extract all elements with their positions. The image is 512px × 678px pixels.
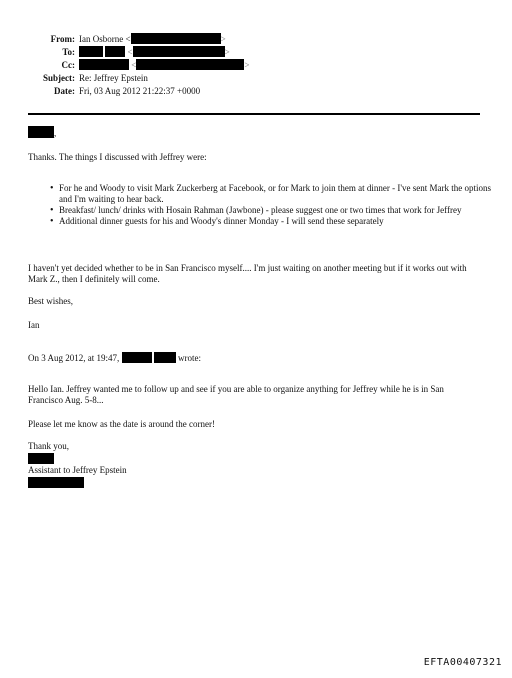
quote-attribution <box>28 352 480 364</box>
greeting <box>28 126 480 139</box>
assistant-title: Assistant to Jeffrey Epstein <box>28 465 127 475</box>
cc-open-bracket: < <box>131 60 137 70</box>
list-item: • Breakfast/ lunch/ drinks with Hosain Rahman (Jawbone) - please suggest one or two times that work for Jeffrey <box>50 205 502 216</box>
intro-line: Thanks. The things I discussed with Jeffrey were: <box>28 152 207 162</box>
subject-row <box>28 72 488 85</box>
redaction-to-name-1 <box>79 46 103 57</box>
from-close-bracket: > <box>220 34 226 44</box>
redaction-sender-last <box>154 352 176 363</box>
date-label: Date: <box>54 86 75 96</box>
date-row <box>28 85 488 98</box>
to-open-bracket: < <box>127 47 133 57</box>
cc-label: Cc: <box>61 60 75 70</box>
attribution-end: wrote: <box>178 353 201 363</box>
quoted-line-1: Hello Ian. Jeffrey wanted me to follow up and see if you are able to organize anything for Jeffrey while he is in San Francisco Aug. 5-8... <box>28 384 444 405</box>
document-id: EFTA00407321 <box>423 657 502 668</box>
attribution-start: On 3 Aug 2012, at 19:47, <box>28 353 120 363</box>
list-item: • For he and Woody to visit Mark Zuckerberg at Facebook, or for Mark to join them at dinner - I've sent Mark the options and I'm waiting to hear back. <box>50 183 502 205</box>
signature: Ian <box>28 320 40 330</box>
cc-close-bracket: > <box>244 60 250 70</box>
greeting-comma: , <box>54 128 57 138</box>
header-divider <box>28 113 480 115</box>
redaction-assistant-name <box>28 453 54 464</box>
from-row <box>28 33 488 46</box>
redaction-cc-name <box>79 59 129 70</box>
cc-row <box>28 59 488 72</box>
decision-paragraph: I haven't yet decided whether to be in San Francisco myself.... I'm just waiting on another meeting but if it works out with Mark Z., then I definitely will come. <box>28 263 467 284</box>
redaction-cc-email <box>136 59 244 70</box>
from-value: Ian Osborne < <box>79 34 131 44</box>
date-value: Fri, 03 Aug 2012 21:22:37 +0000 <box>79 86 201 96</box>
quoted-line-2: Please let me know as the date is around the corner! <box>28 419 215 429</box>
subject-value: Re: Jeffrey Epstein <box>79 73 148 83</box>
redaction-sender-first <box>122 352 152 363</box>
redaction-contact <box>28 477 84 488</box>
redaction-contact-row <box>28 477 480 489</box>
from-label: From: <box>50 34 75 44</box>
closing: Best wishes, <box>28 296 73 306</box>
redaction-greeting-name <box>28 126 57 138</box>
subject-label: Subject: <box>43 73 75 83</box>
discussion-list <box>28 183 502 227</box>
quoted-thanks: Thank you, <box>28 441 69 451</box>
redaction-assistant-name-row <box>28 453 480 465</box>
redaction-from-email <box>131 33 221 44</box>
to-row <box>28 46 488 59</box>
to-close-bracket: > <box>224 47 230 57</box>
list-item: • Additional dinner guests for his and Woody's dinner Monday - I will send these separately <box>50 216 502 227</box>
to-label: To: <box>62 47 75 57</box>
redaction-to-email <box>133 46 225 57</box>
redaction-to-name-2 <box>105 46 125 57</box>
